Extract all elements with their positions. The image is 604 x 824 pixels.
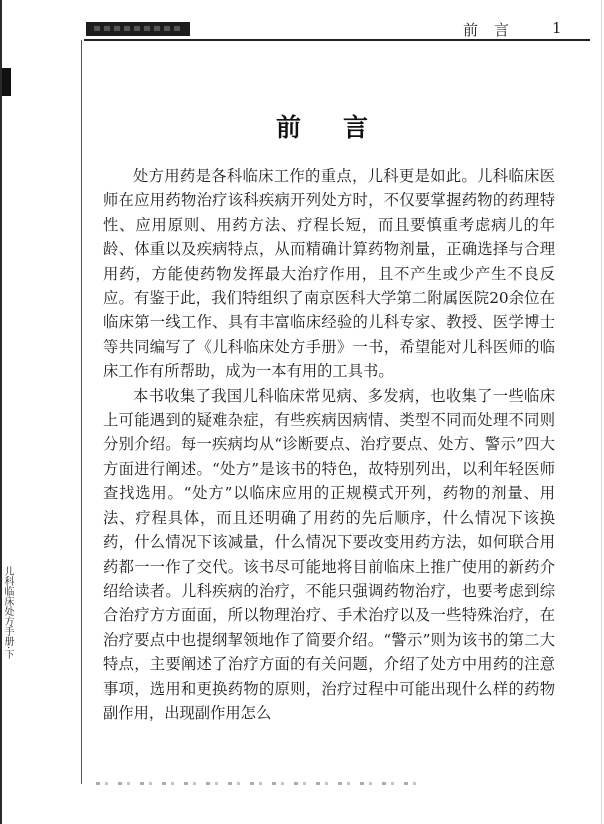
page-number: 1 bbox=[552, 19, 562, 37]
spine-text: 儿科临床处方手册·下 bbox=[2, 566, 13, 660]
scan-edge-line bbox=[0, 0, 2, 824]
running-head: 前言 bbox=[463, 21, 526, 39]
header-bar bbox=[86, 22, 190, 36]
paragraph-2: 本书收集了我国儿科临床常见病、多发病，也收集了一些临床上可能遇到的疑难杂症，有些疾病因病情、类型不同而处理不同则分别介绍。每一疾病均从“诊断要点、治疗要点、处方、警示”四大方面进行阐述。“处方”是该书的特色，故特别列出，以利年轻医师查找选用。“处方”以临床应用的正规模式开列，药物的剂量、用法、疗程具体，而且还明确了用药的先后顺序，什么情况下该换药，什么情况下该减量，什么情况下要改变用药方法，如何联合用药都一一作了交代。该书尽可能地将目前临床上推广使用的新药介绍给读者。儿科疾病的治疗，不能只强调药物治疗，也要考虑到综合治疗方方面面，所以物理治疗、手术治疗以及一些特殊治疗，在治疗要点中也提纲挈领地作了简要介绍。“警示”则为该书的第二大特点，主要阐述了治疗方面的有关问题，介绍了处方中用药的注意事项，选用和更换药物的原则，治疗过程中可能出现什么样的药物副作用，出现副作用怎么 bbox=[103, 386, 555, 722]
page-right-edge bbox=[601, 0, 602, 824]
header-rule bbox=[84, 39, 590, 41]
body-text bbox=[103, 164, 555, 725]
header-bar-pattern bbox=[94, 26, 180, 31]
page-title: 前言 bbox=[275, 113, 410, 142]
margin-rule bbox=[81, 40, 82, 784]
paragraph-1: 处方用药是各科临床工作的重点，儿科更是如此。儿科临床医师在应用药物治疗该科疾病开列处方时，不仅要掌握药物的药理特性、应用原则、用药方法、疗程长短，而且要慎重考虑病儿的年龄、体重以及疾病特点，从而精确计算药物剂量，正确选择与合理用药，方能使药物发挥最大治疗作用，且不产生或少产生不良反应。有鉴于此，我们特组织了南京医科大学第二附属医院20余位在临床第一线工作、具有丰富临床经验的儿科专家、教授、医学博士等共同编写了《儿科临床处方手册》一书，希望能对儿科医师的临床工作有所帮助，成为一本有用的工具书。 bbox=[103, 167, 555, 381]
binding-mark bbox=[2, 68, 11, 96]
footer-scan-noise bbox=[96, 782, 426, 785]
